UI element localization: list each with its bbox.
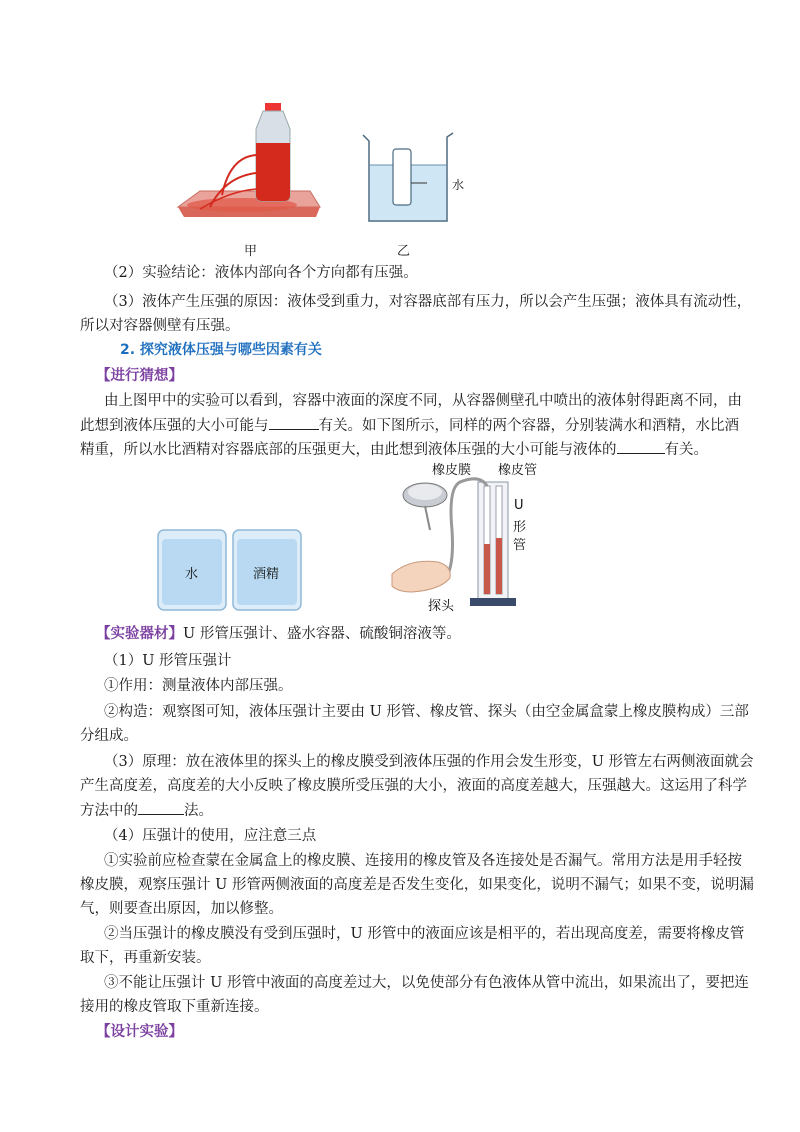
guess-text-1: 由上图甲中的实验可以看到，容器中液面的深度不同，从容器侧壁孔中喷出的液体射得距离不同，由 <box>104 393 742 409</box>
usage-1-line-3: 气，则要查出原因，加以修整。 <box>80 901 283 917</box>
design-tag: 【设计实验】 <box>96 1023 183 1040</box>
beaker-alcohol-label: 酒精 <box>253 567 280 582</box>
label-rubber-tube: 橡皮管 <box>498 463 538 478</box>
label-probe: 探头 <box>428 599 455 614</box>
label-membrane: 橡皮膜 <box>432 463 472 478</box>
conclusion-text: （2）实验结论：液体内部向各个方向都有压强。 <box>104 265 418 281</box>
gauge-structure-2: 分组成。 <box>80 728 138 744</box>
guess-text-2: 此想到液体压强的大小可能与 有关。如下图所示，同样的两个容器，分别装满水和酒精，水比酒 <box>80 415 730 436</box>
two-beakers-figure <box>155 525 305 615</box>
usage-2-line-1: ②当压强计的橡皮膜没有受到压强时，U 形管中的液面应该是相平的，若出现高度差，需要将橡皮管 <box>104 926 745 942</box>
principle-1: （3）原理：放在液体里的探头上的橡皮膜受到液体压强的作用会发生形变，U 形管左右两侧液面就会 <box>104 754 754 770</box>
reason-text-2: 所以对容器侧壁有压强。 <box>80 318 240 334</box>
u-tube-manometer-figure <box>390 470 530 610</box>
usage-2-line-2: 取下，再重新安装。 <box>80 950 211 966</box>
answer-blank-depth <box>269 415 319 430</box>
guess-tag: 【进行猜想】 <box>96 367 183 384</box>
gauge-title: （1）U 形管压强计 <box>104 653 232 669</box>
answer-blank-density <box>617 439 665 454</box>
gauge-use: ①作用：测量液体内部压强。 <box>104 678 293 694</box>
answer-blank-method <box>138 800 184 815</box>
usage-3-line-1: ③不能让压强计 U 形管中液面的高度差过大，以免使部分有色液体从管中流出，如果流出了，要把连 <box>104 975 749 991</box>
usage-1-line-2: 橡皮膜，观察压强计 U 形管两侧液面的高度差是否发生变化，如果变化，说明不漏气；如果不变，说明漏 <box>80 877 754 893</box>
beaker-water-label: 水 <box>185 567 199 582</box>
label-u: U <box>514 498 524 513</box>
section-title: 2. 探究液体压强与哪些因素有关 <box>120 342 322 358</box>
gauge-structure-1: ②构造：观察图可知，液体压强计主要由 U 形管、橡皮管、探头（由空金属盒蒙上橡皮膜构成）三部 <box>104 704 749 720</box>
principle-2: 产生高度差，高度差的大小反映了橡皮膜所受压强的大小，液面的高度差越大，压强越大。这运用了科学 <box>80 778 747 794</box>
bottle-experiment-figure <box>170 95 330 235</box>
label-xing: 形 <box>513 520 527 535</box>
reason-text-1: （3）液体产生压强的原因：液体受到重力，对容器底部有压力，所以会产生压强；液体具有流动性， <box>104 294 752 310</box>
figure-caption-yi: 乙 <box>397 244 411 259</box>
equipment-line: 【实验器材】U 形管压强计、盛水容器、硫酸铜溶液等。 <box>96 625 461 642</box>
usage-1-line-1: ①实验前应检查蒙在金属盒上的橡皮膜、连接用的橡皮管及各连接处是否漏气。常用方法是用手轻按 <box>104 853 742 869</box>
usage-3-line-2: 接用的橡皮管取下重新连接。 <box>80 999 269 1015</box>
label-guan: 管 <box>513 538 527 553</box>
water-label: 水 <box>452 178 465 192</box>
guess-text-3: 精重，所以水比酒精对容器底部的压强更大，由此想到液体压强的大小可能与液体的 有关。 <box>80 439 730 460</box>
usage-title: （4）压强计的使用，应注意三点 <box>104 828 317 844</box>
principle-3: 方法中的 法。 <box>80 800 730 821</box>
figure-caption-jia: 甲 <box>244 244 258 259</box>
